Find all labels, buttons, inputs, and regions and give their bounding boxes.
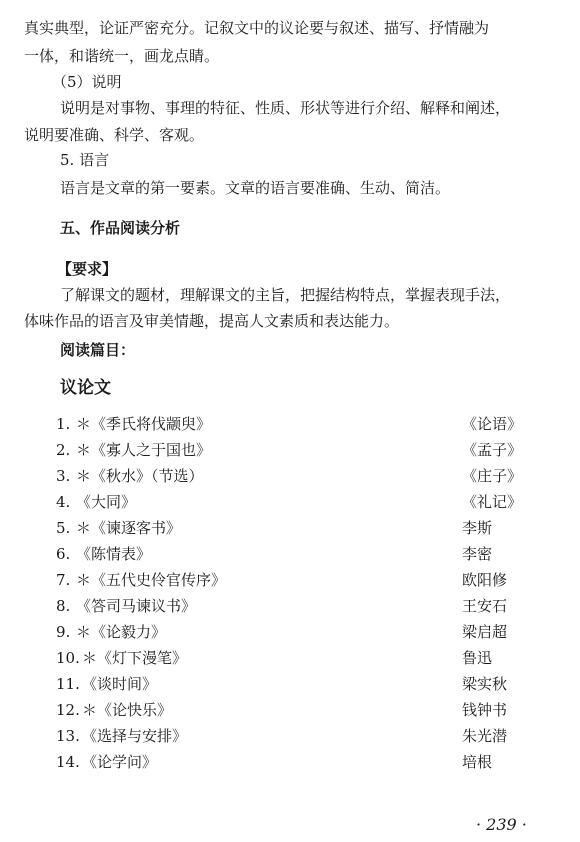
list-item — [0, 466, 580, 486]
item-title: 《陈情表》 — [76, 545, 152, 563]
list-item — [0, 492, 580, 512]
list-item — [0, 752, 580, 772]
list-item — [0, 518, 580, 538]
item-author: 李密 — [462, 545, 493, 563]
item-title: ＊《五代史伶官传序》 — [76, 571, 227, 589]
item-author: 钱钟书 — [462, 701, 508, 719]
item-title: ＊《灯下漫笔》 — [82, 649, 188, 667]
item-title: 《答司马谏议书》 — [76, 597, 197, 615]
subheading-explanation: （5）说明 — [52, 73, 122, 91]
item-number: 8. — [56, 597, 71, 615]
item-title: 《大同》 — [76, 493, 137, 511]
item-author: 培根 — [462, 753, 493, 771]
item-title: 《选择与安排》 — [82, 727, 188, 745]
paragraph-line: 了解课文的题材，理解课文的主旨，把握结构特点，掌握表现手法， — [60, 286, 511, 304]
item-number: 5. — [56, 519, 71, 537]
list-item — [0, 414, 580, 434]
list-item — [0, 622, 580, 642]
paragraph-line: 说明要准确、科学、客观。 — [24, 126, 205, 144]
item-number: 2. — [56, 441, 71, 459]
list-item — [0, 544, 580, 564]
item-title: ＊《论毅力》 — [76, 623, 167, 641]
item-number: 7. — [56, 571, 71, 589]
paragraph-line: 体味作品的语言及审美情趣，提高人文素质和表达能力。 — [24, 312, 400, 330]
subheading-language: 5. 语言 — [60, 151, 110, 169]
item-number: 13. — [56, 727, 80, 745]
list-item — [0, 596, 580, 616]
item-title: ＊《季氏将伐颛臾》 — [76, 415, 212, 433]
item-title: ＊《论快乐》 — [82, 701, 173, 719]
item-author: 梁启超 — [462, 623, 508, 641]
paragraph-line: 一体，和谐统一，画龙点睛。 — [24, 47, 220, 65]
item-title: ＊《谏逐客书》 — [76, 519, 182, 537]
item-number: 14. — [56, 753, 80, 771]
item-title: ＊《寡人之于国也》 — [76, 441, 212, 459]
paragraph-line: 真实典型，论证严密充分。记叙文中的议论要与叙述、描写、抒情融为 — [24, 19, 490, 37]
list-item — [0, 700, 580, 720]
item-author: 《论语》 — [462, 415, 523, 433]
item-author: 《庄子》 — [462, 467, 523, 485]
item-number: 1. — [56, 415, 71, 433]
item-number: 11. — [56, 675, 80, 693]
list-item — [0, 648, 580, 668]
list-item — [0, 726, 580, 746]
item-author: 鲁迅 — [462, 649, 493, 667]
page-number: · 239 · — [476, 815, 527, 834]
item-title: 《论学问》 — [82, 753, 158, 771]
item-author: 欧阳修 — [462, 571, 508, 589]
list-item — [0, 440, 580, 460]
item-author: 《孟子》 — [462, 441, 523, 459]
requirements-heading: 【要求】 — [57, 260, 118, 278]
item-number: 12. — [56, 701, 80, 719]
item-number: 6. — [56, 545, 71, 563]
section-title: 五、作品阅读分析 — [60, 219, 181, 237]
item-title: 《谈时间》 — [82, 675, 158, 693]
genre-heading: 议论文 — [60, 378, 111, 398]
item-author: 朱光潜 — [462, 727, 508, 745]
item-number: 10. — [56, 649, 80, 667]
item-author: 梁实秋 — [462, 675, 508, 693]
item-number: 4. — [56, 493, 71, 511]
paragraph-line: 说明是对事物、事理的特征、性质、形状等进行介绍、解释和阐述， — [60, 99, 511, 117]
item-number: 3. — [56, 467, 71, 485]
paragraph-line: 语言是文章的第一要素。文章的语言要准确、生动、简洁。 — [60, 179, 451, 197]
reading-label: 阅读篇目： — [60, 341, 136, 359]
item-title: ＊《秋水》（节选） — [76, 467, 204, 485]
item-author: 李斯 — [462, 519, 493, 537]
list-item — [0, 570, 580, 590]
item-author: 《礼记》 — [462, 493, 523, 511]
list-item — [0, 674, 580, 694]
item-number: 9. — [56, 623, 71, 641]
item-author: 王安石 — [462, 597, 508, 615]
